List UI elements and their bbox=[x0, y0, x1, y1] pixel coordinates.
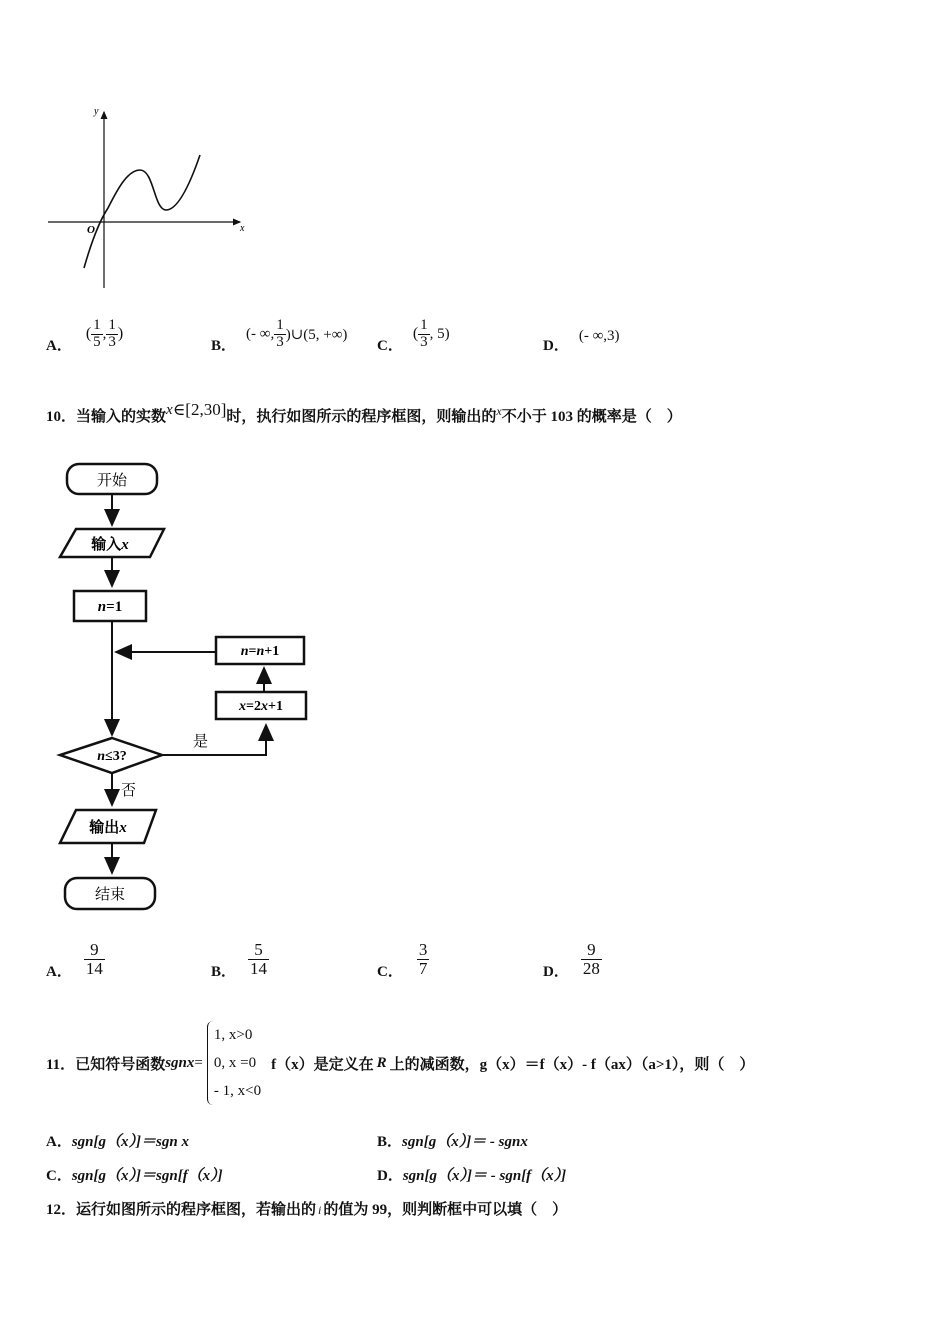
q9-option-b-post: )∪(5, +∞) bbox=[285, 326, 348, 343]
function-curve bbox=[84, 155, 200, 268]
q9-option-c[interactable] bbox=[377, 312, 450, 356]
flow-calc-label bbox=[238, 699, 283, 714]
q11-option-d[interactable] bbox=[377, 1164, 566, 1185]
q11-case-1: 1, x>0 bbox=[213, 1027, 253, 1043]
frac-den: 3 bbox=[420, 333, 428, 350]
q11-option-d-text: sgn[g（x）]＝ - sgn[f（x）] bbox=[402, 1168, 567, 1184]
q11-option-b[interactable] bbox=[377, 1130, 528, 1151]
flow-cond-var: n bbox=[97, 749, 106, 764]
q10-option-b[interactable] bbox=[211, 935, 269, 983]
frac-num: 1 bbox=[108, 316, 116, 333]
frac-den: 14 bbox=[85, 958, 103, 978]
q9-option-b-frac bbox=[274, 318, 286, 351]
flow-init-var: n bbox=[97, 599, 107, 615]
q9-option-d[interactable] bbox=[543, 312, 620, 356]
flow-calc-x: x bbox=[239, 699, 247, 714]
q10-var: x bbox=[166, 401, 173, 418]
y-axis-label: y bbox=[94, 106, 99, 117]
q12-var: i bbox=[318, 1203, 322, 1217]
q11-piecewise-cases bbox=[207, 1021, 261, 1105]
q10-stem bbox=[46, 400, 682, 430]
flow-output-prefix: 输出 bbox=[89, 820, 120, 836]
flow-yes-path bbox=[160, 725, 266, 755]
q10-part3: 不小于 103 的概率是（ ） bbox=[501, 408, 682, 425]
q9-option-a[interactable] bbox=[46, 312, 123, 356]
flow-end-label: 结束 bbox=[94, 887, 126, 903]
flow-calc-rest: +1 bbox=[268, 699, 283, 714]
flow-init-label bbox=[98, 599, 122, 615]
q11-part3: 上的减函数，g（x）＝f（x）- f（ax）（a>1），则（ ） bbox=[389, 1056, 755, 1073]
frac-den: 3 bbox=[276, 333, 284, 350]
q10-part1: 当输入的实数 bbox=[76, 408, 167, 425]
flow-output-var: x bbox=[119, 820, 127, 836]
q10-option-c-letter: C． bbox=[377, 963, 403, 980]
q9-option-a-frac1 bbox=[91, 318, 103, 351]
flow-inc-rest: +1 bbox=[264, 644, 280, 659]
q10-option-a-letter: A． bbox=[46, 963, 72, 980]
q11-number: 11． bbox=[46, 1056, 76, 1073]
q11-option-a[interactable] bbox=[46, 1130, 189, 1151]
q11-R: R bbox=[376, 1054, 387, 1071]
q9-option-b-letter: B． bbox=[211, 337, 237, 354]
frac-den: 28 bbox=[582, 958, 600, 978]
q9-option-a-sep: , bbox=[102, 325, 107, 342]
q10-interval: ∈[2,30] bbox=[172, 400, 227, 419]
q9-option-c-post: , 5) bbox=[429, 325, 450, 342]
q11-option-c[interactable] bbox=[46, 1164, 223, 1185]
q11-eq: = bbox=[194, 1054, 203, 1071]
q10-option-d[interactable] bbox=[543, 935, 602, 983]
q9-option-a-lparen: ( bbox=[85, 325, 92, 342]
q11-option-d-letter: D． bbox=[377, 1168, 403, 1184]
q10-option-d-letter: D． bbox=[543, 963, 569, 980]
q12-part2: 的值为 99，则判断框中可以填（ ） bbox=[323, 1202, 568, 1218]
q10-option-b-letter: B． bbox=[211, 963, 237, 980]
q10-flowchart bbox=[50, 455, 320, 920]
q9-option-a-rparen: ) bbox=[117, 325, 124, 342]
frac-num: 9 bbox=[90, 939, 99, 959]
q11-func: sgnx bbox=[165, 1054, 195, 1071]
flow-yes-label: 是 bbox=[193, 734, 209, 750]
q11-stem bbox=[46, 1018, 754, 1108]
q11-option-a-text: sgn[g（x）]＝sgn x bbox=[71, 1134, 189, 1150]
q10-option-b-frac bbox=[248, 941, 269, 978]
q9-option-d-text: (- ∞,3) bbox=[578, 327, 620, 344]
flow-no-label: 否 bbox=[121, 783, 137, 799]
flow-input-prefix: 输入 bbox=[91, 537, 122, 553]
frac-num: 5 bbox=[254, 939, 263, 959]
flow-input-var: x bbox=[121, 537, 129, 553]
q9-option-c-letter: C． bbox=[377, 337, 403, 354]
q10-var2: x bbox=[496, 403, 502, 418]
q10-option-a[interactable] bbox=[46, 935, 105, 983]
q10-part2: 时，执行如图所示的程序框图，则输出的 bbox=[226, 408, 497, 425]
frac-den: 5 bbox=[93, 333, 101, 350]
q10-option-c-frac bbox=[417, 941, 430, 978]
q10-option-d-frac bbox=[581, 941, 602, 978]
frac-num: 9 bbox=[587, 939, 596, 959]
q12-number: 12． bbox=[46, 1202, 77, 1218]
frac-num: 1 bbox=[276, 316, 284, 333]
frac-den: 14 bbox=[250, 958, 268, 978]
frac-den: 3 bbox=[108, 333, 116, 350]
flow-calc-eq: =2 bbox=[246, 699, 261, 714]
q11-part1: 已知符号函数 bbox=[75, 1056, 166, 1073]
q11-part2: f（x）是定义在 bbox=[271, 1056, 374, 1073]
q9-function-graph bbox=[40, 100, 260, 295]
flow-calc-x2: x bbox=[261, 699, 268, 714]
flow-cond-rest: ≤3? bbox=[105, 749, 127, 764]
flow-inc-eq: = bbox=[248, 644, 257, 659]
x-axis-label: x bbox=[240, 223, 245, 234]
flow-input-label bbox=[90, 535, 129, 553]
q10-option-c[interactable] bbox=[377, 935, 429, 983]
q9-option-b-pre: (- ∞, bbox=[246, 325, 275, 342]
q9-option-a-frac2 bbox=[106, 318, 118, 351]
flow-inc-n: n bbox=[240, 644, 249, 659]
q11-case-2: 0, x =0 bbox=[213, 1055, 257, 1071]
flow-condition-label bbox=[97, 749, 126, 764]
q11-option-b-text: sgn[g（x）]＝ - sgnx bbox=[402, 1134, 528, 1150]
frac-num: 3 bbox=[418, 939, 428, 959]
flow-output-label bbox=[88, 818, 127, 836]
q9-option-d-letter: D． bbox=[543, 337, 569, 354]
q12-part1: 运行如图所示的程序框图，若输出的 bbox=[76, 1202, 317, 1218]
q9-option-b[interactable] bbox=[211, 312, 347, 356]
q9-option-c-lparen: ( bbox=[412, 325, 419, 342]
q11-option-b-letter: B． bbox=[377, 1134, 403, 1150]
flow-increment-label bbox=[241, 644, 280, 659]
frac-num: 1 bbox=[93, 316, 101, 333]
q11-option-a-letter: A． bbox=[46, 1134, 72, 1150]
q9-option-a-letter: A． bbox=[46, 337, 72, 354]
q11-option-c-letter: C． bbox=[46, 1168, 72, 1184]
frac-num: 1 bbox=[420, 316, 428, 333]
q10-number: 10． bbox=[46, 408, 77, 425]
flow-init-rest: =1 bbox=[106, 599, 123, 615]
q11-case-3: - 1, x<0 bbox=[213, 1083, 262, 1099]
q11-option-c-text: sgn[g（x）]＝sgn[f（x）] bbox=[71, 1168, 223, 1184]
q12-stem bbox=[46, 1198, 567, 1219]
frac-den: 7 bbox=[418, 958, 428, 978]
flow-inc-n2: n bbox=[256, 644, 265, 659]
q9-option-c-frac bbox=[418, 318, 430, 351]
q10-option-a-frac bbox=[84, 941, 105, 978]
flow-start-label: 开始 bbox=[96, 473, 128, 489]
origin-label: O bbox=[87, 224, 95, 236]
